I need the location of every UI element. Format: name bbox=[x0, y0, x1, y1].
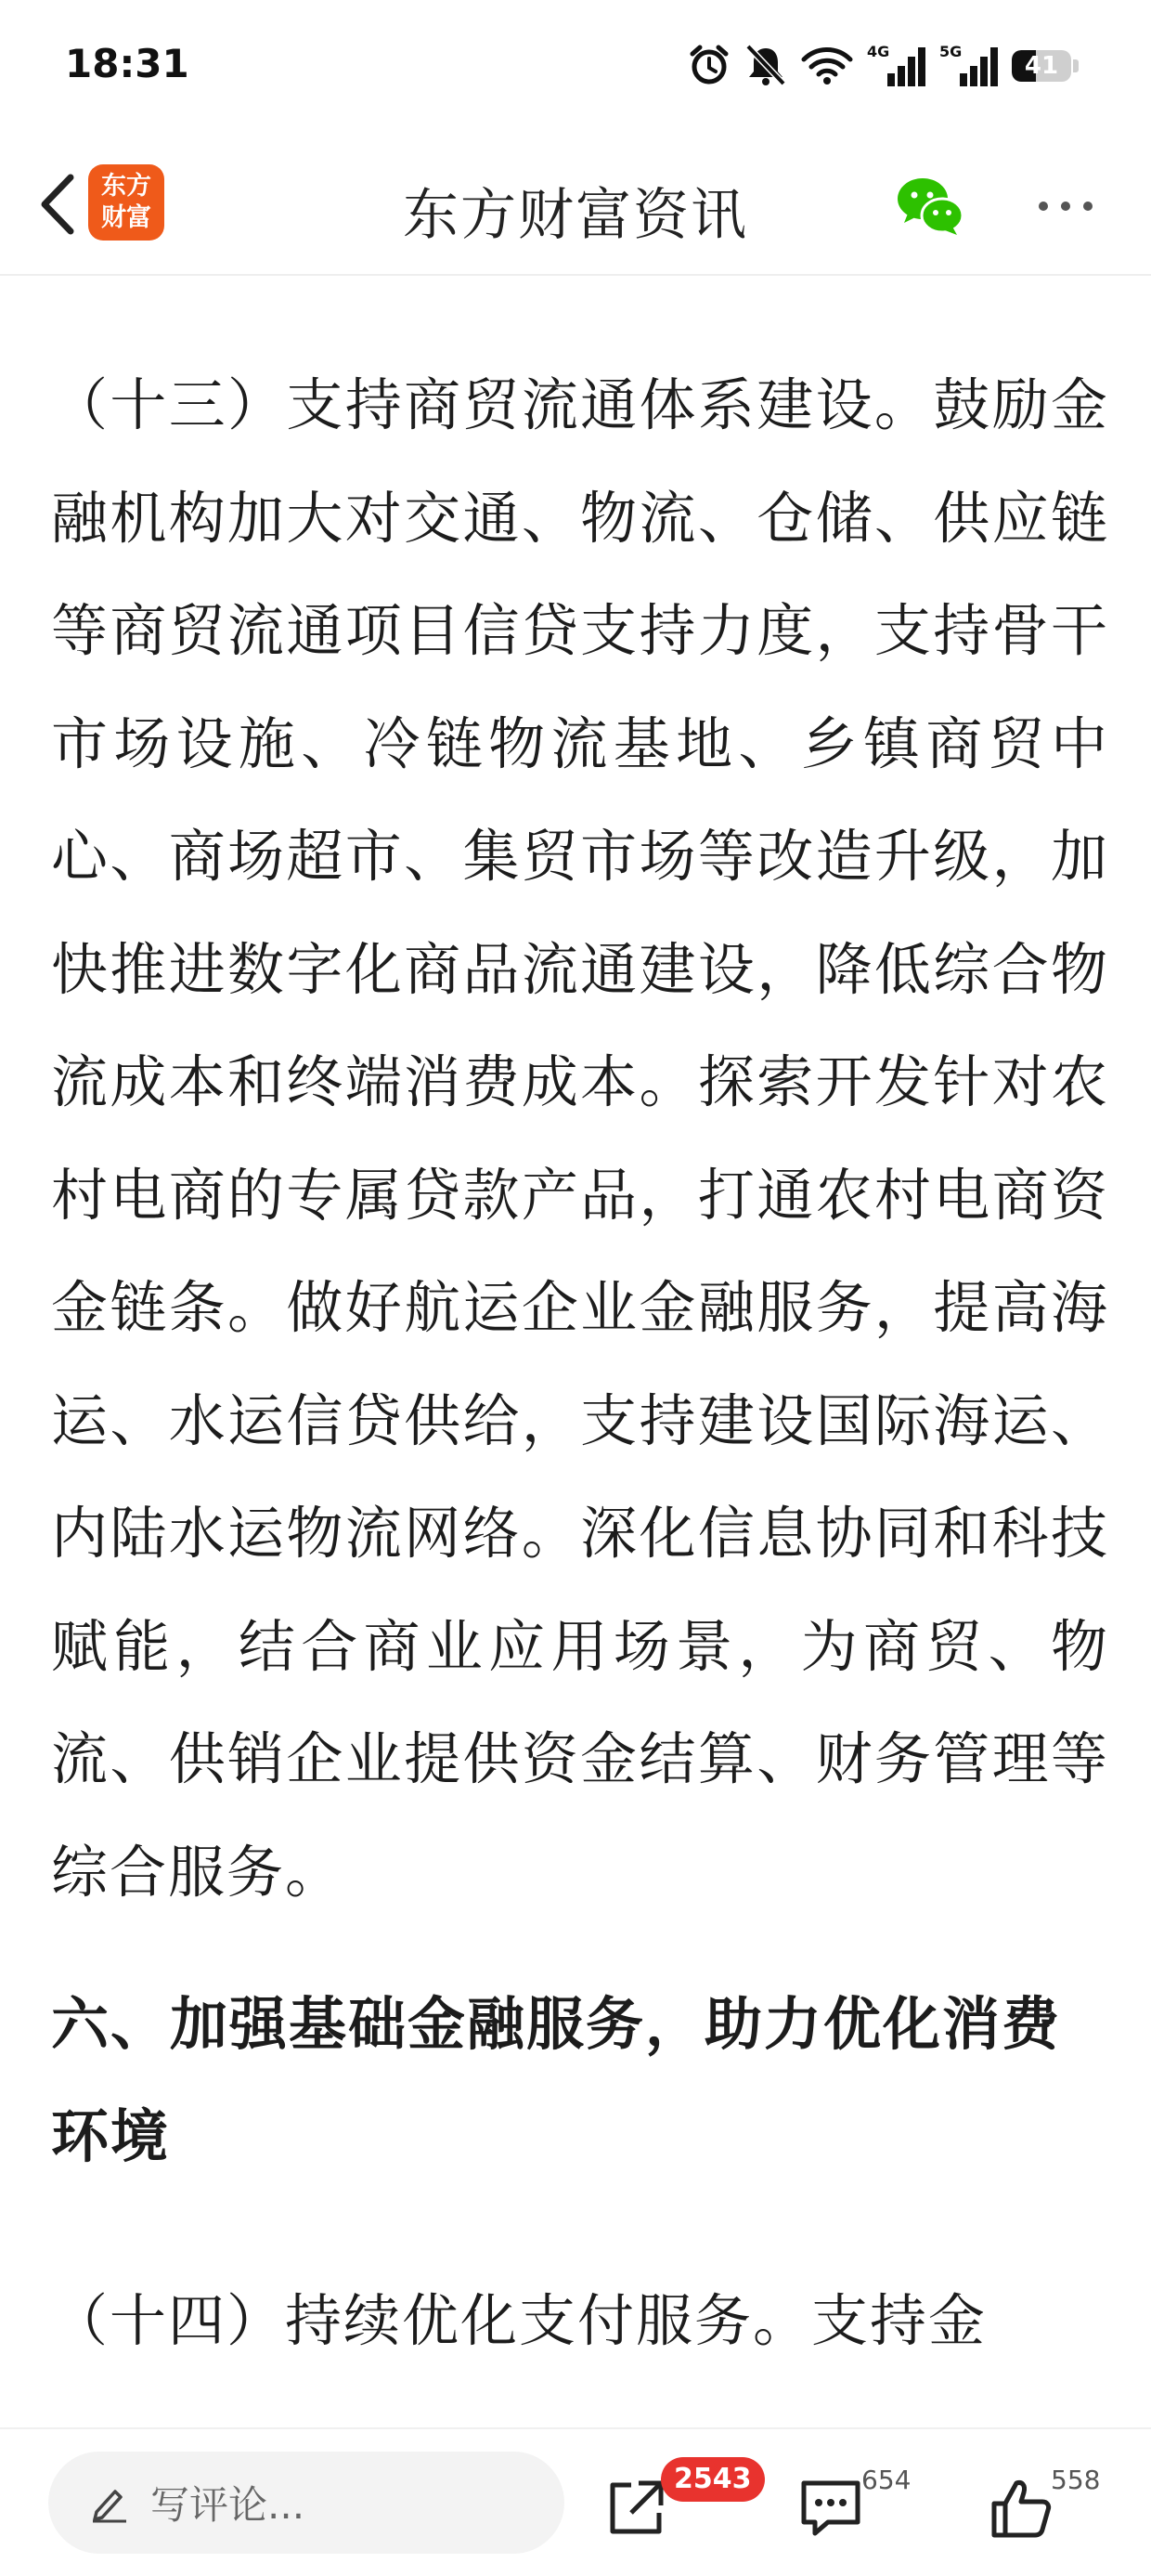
back-arrow-icon bbox=[37, 172, 78, 237]
alarm-icon bbox=[687, 43, 731, 87]
network-4g-label: 4G bbox=[867, 43, 890, 60]
pencil-icon bbox=[89, 2482, 130, 2523]
status-bar bbox=[0, 0, 1151, 139]
battery-icon bbox=[1012, 46, 1079, 84]
comments-button[interactable] bbox=[789, 2466, 873, 2550]
share-icon bbox=[603, 2476, 668, 2541]
app-logo[interactable] bbox=[88, 164, 164, 241]
signal-5g-icon bbox=[939, 42, 999, 88]
comment-placeholder: 写评论... bbox=[150, 2482, 305, 2528]
logo-line-2: 财富 bbox=[101, 203, 151, 232]
bottom-action-bar bbox=[0, 2427, 1151, 2576]
like-count: 558 bbox=[1051, 2465, 1101, 2495]
article-body bbox=[51, 275, 1109, 2427]
signal-4g-icon bbox=[867, 42, 926, 88]
nav-bar bbox=[0, 139, 1151, 276]
wifi-icon bbox=[800, 43, 854, 87]
share-count-badge: 2543 bbox=[661, 2457, 765, 2502]
more-button[interactable] bbox=[1028, 180, 1103, 232]
status-time: 18:31 bbox=[65, 41, 189, 86]
thumbs-up-icon bbox=[989, 2476, 1054, 2541]
more-icon-dot bbox=[1061, 202, 1070, 211]
article-paragraph: （十三）支持商贸流通体系建设。鼓励金融机构加大对交通、物流、仓储、供应链等商贸流通项目信贷支持力度，支持骨干市场设施、冷链物流基地、乡镇商贸中心、商场超市、集贸市场等改造升级，加快推进数字化商品流通建设，降低综合物流成本和终端消费成本。探索开发针对农村电商的专属贷款产品，打通农村电商资金链条。做好航运企业金融服务，提高海运、水运信贷供给，支持建设国际海运、内陆水运物流网络。深化信息协同和科技赋能，结合商业应用场景，为商贸、物流、供销企业提供资金结算、财务管理等综合服务。 bbox=[51, 372, 1109, 1906]
comment-input[interactable] bbox=[48, 2452, 564, 2554]
wechat-icon bbox=[893, 169, 967, 243]
more-icon-dot bbox=[1083, 202, 1093, 211]
wechat-share-button[interactable] bbox=[893, 169, 967, 243]
mute-icon bbox=[744, 43, 787, 87]
comment-icon bbox=[796, 2476, 865, 2541]
section-heading: 六、加强基础金融服务，助力优化消费环境 bbox=[51, 1990, 1062, 2170]
page-title: 东方财富资讯 bbox=[403, 183, 748, 248]
article-paragraph-partial: （十四）持续优化支付服务。支持金 bbox=[51, 2288, 988, 2354]
comment-count: 654 bbox=[861, 2465, 912, 2495]
more-icon-dot bbox=[1039, 202, 1048, 211]
network-5g-label: 5G bbox=[939, 43, 963, 60]
status-icons bbox=[687, 37, 1079, 93]
back-button[interactable] bbox=[20, 167, 95, 241]
logo-line-1: 东方 bbox=[101, 172, 151, 201]
battery-level: 41 bbox=[1024, 52, 1059, 80]
